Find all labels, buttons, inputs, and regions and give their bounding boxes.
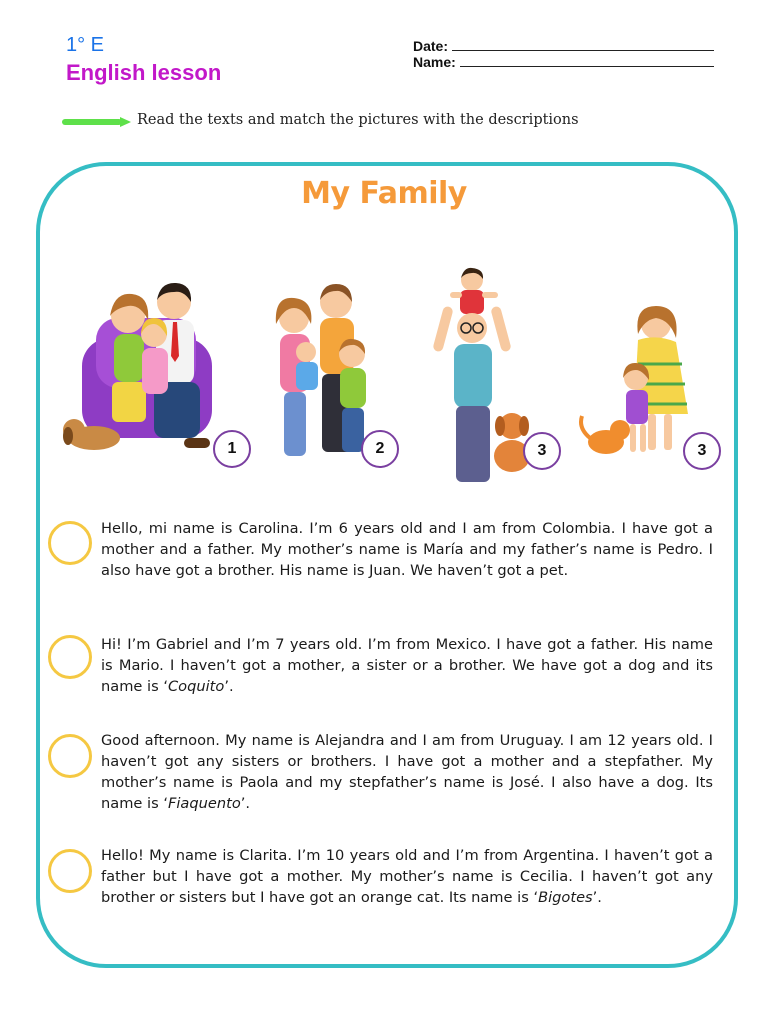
answer-circle[interactable] (48, 734, 92, 778)
date-label: Date: (413, 38, 449, 54)
picture-number-badge: 2 (361, 430, 399, 468)
picture-number-badge: 3 (523, 432, 561, 470)
description-text: Hello, mi name is Carolina. I’m 6 years old and I am from Colombia. I have got a mother and a father. My mother’s name is María and my father’s name is Pedro. I also have got a brother. His name is Juan. We haven’t got a pet. (101, 520, 713, 579)
instruction-text: Read the texts and match the pictures with the descriptions (137, 112, 579, 128)
answer-circle[interactable] (48, 521, 92, 565)
family-on-sofa-illustration[interactable] (56, 278, 236, 468)
answer-circle[interactable] (48, 635, 92, 679)
name-field (413, 52, 714, 70)
name-label: Name: (413, 54, 456, 70)
lesson-title: English lesson (66, 60, 222, 85)
answer-circle[interactable] (48, 849, 92, 893)
name-line[interactable] (460, 52, 714, 67)
green-arrow-icon (60, 116, 132, 128)
description-text: Hello! My name is Clarita. I’m 10 years old and I’m from Argentina. I haven’t got a father but I have got a mother. My mother’s name is Cecilia. I haven’t got any brother or sisters but I have got an orange cat. Its name is ‘Bigotes’. (101, 847, 713, 906)
description-text: Good afternoon. My name is Alejandra and I am from Uruguay. I am 12 years old. I haven’t got any sisters or brothers. I have got a mother and a stepfather. My mother’s name is Paola and my stepfather’s name is José. I also have a dog. Its name is ‘Fiaquento’. (101, 732, 713, 812)
date-line[interactable] (452, 36, 714, 51)
description-text: Hi! I’m Gabriel and I’m 7 years old. I’m from Mexico. I have got a father. His name is Mario. I haven’t got a mother, a sister or a brother. We have got a dog and its name is ‘Coquito’. (101, 636, 713, 695)
picture-number-badge: 1 (213, 430, 251, 468)
page-title: My Family (301, 176, 467, 211)
picture-number-badge: 3 (683, 432, 721, 470)
grade-label: 1° E (66, 34, 105, 56)
